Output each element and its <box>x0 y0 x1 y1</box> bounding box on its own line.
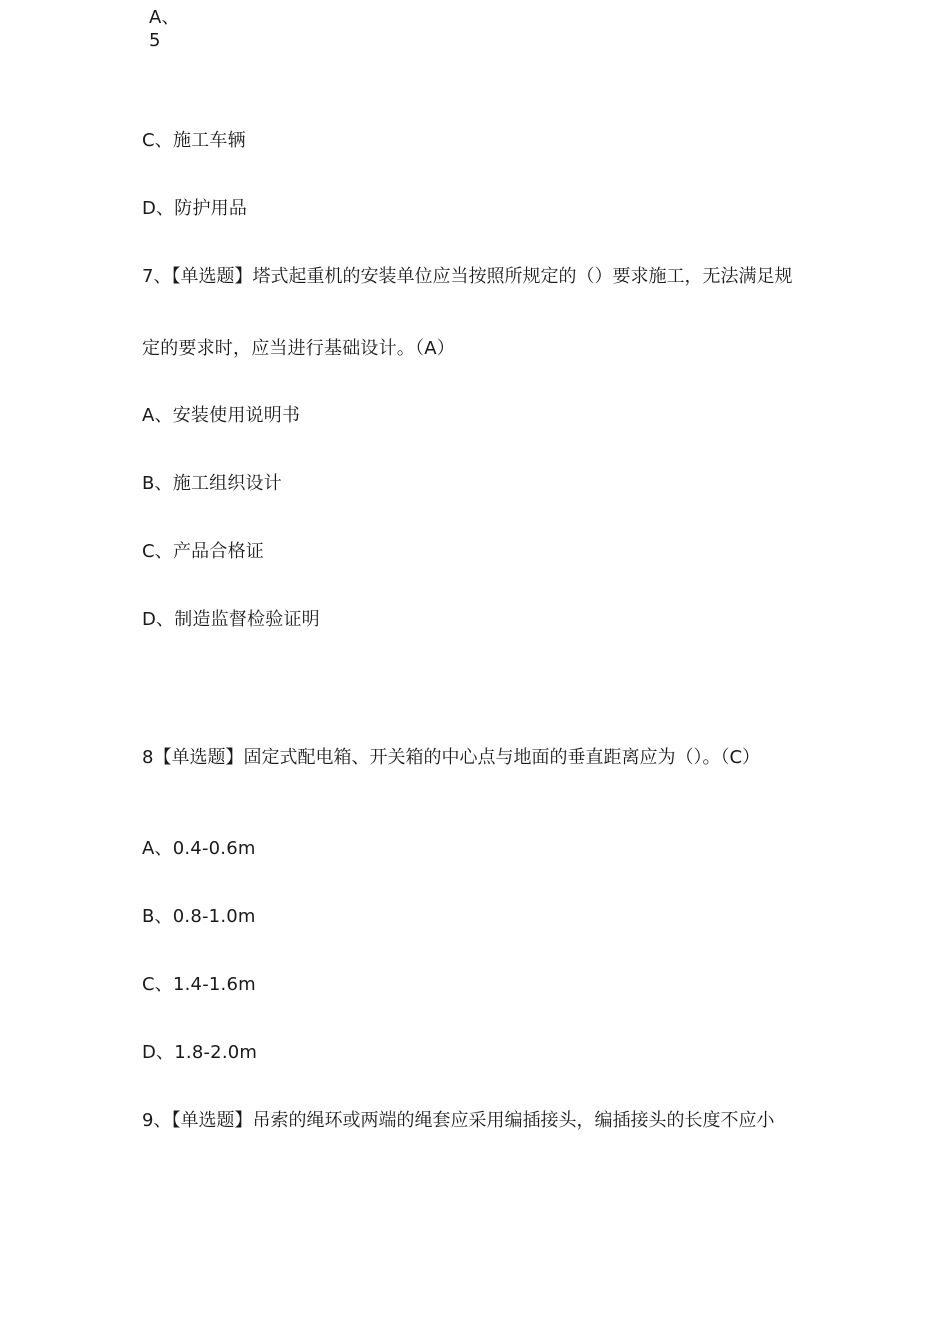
question-7-option-d: D、制造监督检验证明 <box>142 609 320 630</box>
question-8-stem: 8【单选题】固定式配电箱、开关箱的中心点与地面的垂直距离应为（）。（C） <box>142 747 761 768</box>
question-7-option-b: B、施工组织设计 <box>142 473 282 494</box>
question-7-option-c: C、产品合格证 <box>142 541 264 562</box>
prev-option-c: C、施工车辆 <box>142 130 246 151</box>
question-7-option-a: A、安装使用说明书 <box>142 405 301 426</box>
prev-option-a-prefix: A、 <box>149 7 180 28</box>
question-8-option-d: D、1.8-2.0m <box>142 1042 258 1063</box>
question-7-stem-line1: 7、【单选题】塔式起重机的安装单位应当按照所规定的（）要求施工，无法满足规 <box>142 266 793 287</box>
question-8-option-c: C、1.4-1.6m <box>142 974 256 995</box>
question-7-stem-line2: 定的要求时，应当进行基础设计。（A） <box>142 338 455 359</box>
question-8-option-b: B、0.8-1.0m <box>142 906 256 927</box>
prev-option-a-value: 5 <box>149 30 161 51</box>
question-9-stem: 9、【单选题】吊索的绳环或两端的绳套应采用编插接头，编插接头的长度不应小 <box>142 1110 775 1131</box>
prev-option-d: D、防护用品 <box>142 198 248 219</box>
question-8-option-a: A、0.4-0.6m <box>142 838 256 859</box>
